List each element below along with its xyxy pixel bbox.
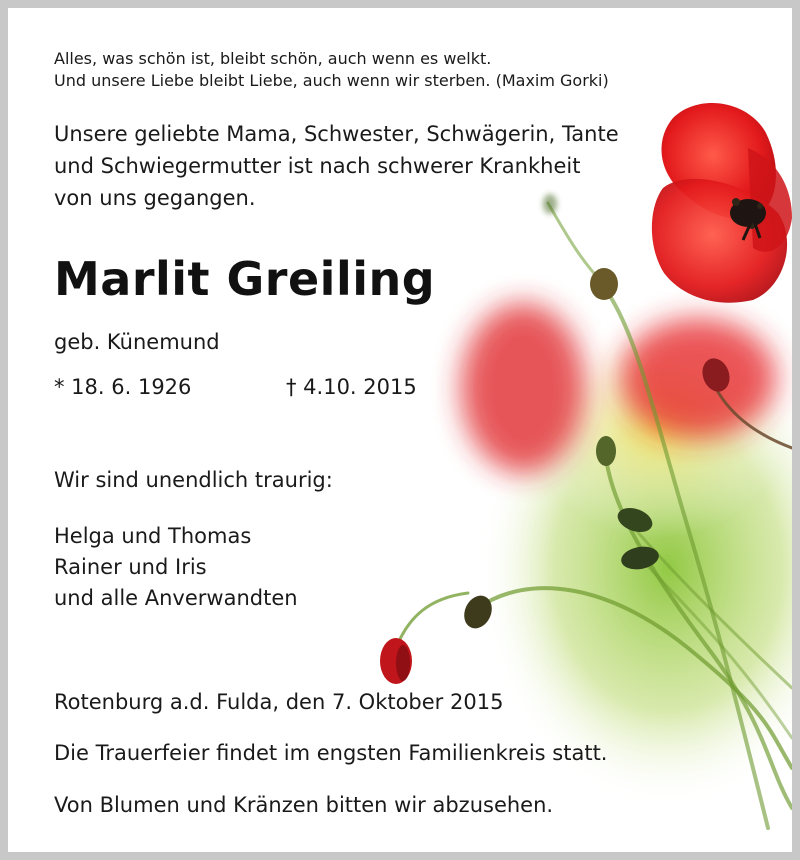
place-date: Rotenburg a.d. Fulda, den 7. Oktober 2015: [54, 690, 504, 714]
poppy-flower: [652, 103, 792, 303]
quote-line-1: Alles, was schön ist, bleibt schön, auch wenn es welkt.: [54, 49, 492, 68]
funeral-note: Die Trauerfeier findet im engsten Familienkreis statt.: [54, 741, 608, 765]
death-date: † 4.10. 2015: [286, 375, 417, 399]
deceased-name: Marlit Greiling: [54, 252, 436, 306]
maiden-name: geb. Künemund: [54, 330, 220, 354]
intro-line-2: und Schwiegermutter ist nach schwerer Krankheit: [54, 154, 581, 178]
intro-text: [54, 118, 619, 214]
intro-line-1: Unsere geliebte Mama, Schwester, Schwägerin, Tante: [54, 122, 619, 146]
mourner-name: Rainer und Iris: [54, 555, 207, 579]
mourner-name: Helga und Thomas: [54, 524, 252, 548]
intro-line-3: von uns gegangen.: [54, 186, 256, 210]
flowers-note: Von Blumen und Kränzen bitten wir abzusehen.: [54, 793, 554, 817]
mourner-name: und alle Anverwandten: [54, 586, 298, 610]
blurred-poppy-left: [461, 303, 585, 473]
bud-middle: [596, 436, 616, 466]
bud-upper: [590, 268, 618, 300]
mourning-statement: Wir sind unendlich traurig:: [54, 468, 333, 492]
mourners-list: [54, 521, 298, 614]
bud-red-shade: [396, 645, 410, 681]
quote: [54, 48, 609, 92]
birth-date: * 18. 6. 1926: [54, 375, 192, 399]
quote-line-2: Und unsere Liebe bleibt Liebe, auch wenn wir sterben. (Maxim Gorki): [54, 71, 609, 90]
